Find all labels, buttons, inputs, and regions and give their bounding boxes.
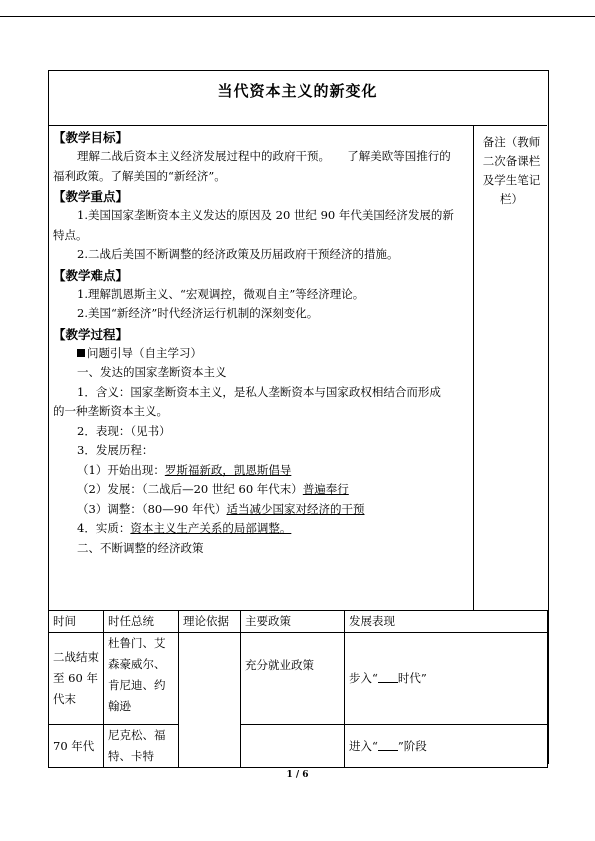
cell-time: 70 年代 — [49, 725, 104, 768]
perf-prefix: 进入“ — [349, 738, 378, 753]
cell-policy — [241, 725, 345, 768]
goals-heading: 【教学目标】 — [53, 130, 129, 145]
history-item-2-label: （2）发展：（二战后—20 世纪 60 年代末） — [77, 482, 303, 496]
history-item-2 — [53, 480, 469, 500]
table-row — [49, 725, 548, 768]
definition-line-1: 1．含义：国家垄断资本主义，是私人垄断资本与国家政权相结合而形成 — [77, 384, 441, 399]
essence-line — [53, 519, 469, 539]
history-item-1-label: （1）开始出现： — [77, 462, 165, 477]
header-president: 时任总统 — [104, 611, 179, 633]
cell-performance — [345, 633, 548, 725]
cell-theory — [179, 633, 241, 768]
square-bullet-icon — [77, 349, 85, 357]
header-rule — [0, 16, 595, 17]
difficulties-heading: 【教学难点】 — [53, 267, 129, 283]
history-item-1 — [53, 461, 469, 481]
perf-suffix: 时代” — [397, 671, 427, 685]
definition-line-2: 的一种垄断资本主义。 — [53, 404, 168, 418]
notes-column-label: 备注（教师二次备课栏及学生笔记栏） — [482, 135, 541, 206]
essence-label: 4．实质： — [77, 521, 131, 535]
cell-policy: 充分就业政策 — [241, 633, 345, 725]
process-heading: 【教学过程】 — [53, 326, 129, 342]
key-points-heading: 【教学重点】 — [53, 189, 129, 204]
header-time: 时间 — [49, 611, 104, 633]
cell-performance — [345, 725, 548, 768]
table-row — [49, 633, 548, 725]
cell-time: 二战结束至 60 年代末 — [49, 633, 104, 725]
essence-value: 资本主义生产关系的局部调整。 — [130, 521, 292, 535]
key-point-2: 2.二战后美国不断调整的经济政策及历届政府干预经济的措施。 — [77, 247, 399, 261]
key-point-1-cont: 特点。 — [53, 227, 88, 242]
part-two-heading: 二、不断调整的经济政策 — [77, 540, 204, 555]
perf-prefix: 步入“ — [349, 671, 378, 685]
history-item-3-value: 适当减少国家对经济的干预 — [226, 501, 365, 516]
perf-suffix: ”阶段 — [397, 738, 427, 753]
goals-text-2: 福利政策。了解美国的“新经济”。 — [53, 168, 226, 183]
cell-presidents: 尼克松、福特、卡特 — [104, 725, 179, 768]
title-row — [48, 70, 547, 126]
performance-line: 2．表现：（见书） — [77, 423, 171, 438]
notes-column — [473, 125, 547, 610]
header-performance: 发展表现 — [345, 611, 548, 633]
header-theory: 理论依据 — [179, 611, 241, 633]
guide-line — [53, 344, 469, 364]
guide-text: 问题引导（自主学习） — [87, 345, 202, 360]
key-point-1: 1.美国国家垄断资本主义发达的原因及 20 世纪 90 年代美国经济发展的新 — [77, 208, 454, 222]
header-policy: 主要政策 — [241, 611, 345, 633]
difficulty-1: 1.理解凯恩斯主义、“宏观调控，微观自主”等经济理论。 — [77, 286, 365, 301]
history-item-2-value: 普遍奉行 — [302, 482, 349, 496]
difficulty-2: 2.美国“新经济”时代经济运行机制的深刻变化。 — [77, 306, 319, 320]
cell-presidents: 杜鲁门、艾森豪威尔、肯尼迪、约翰逊 — [104, 633, 179, 725]
table-header-row — [49, 611, 548, 633]
page-number: 1 / 6 — [286, 770, 309, 780]
goals-text-1: 理解二战后资本主义经济发展过程中的政府干预。 了解美欧等国推行的 — [77, 149, 451, 163]
history-line: 3．发展历程： — [77, 443, 154, 457]
part-one-heading: 一、发达的国家垄断资本主义 — [77, 365, 227, 379]
lesson-content — [53, 127, 469, 558]
history-item-1-value: 罗斯福新政，凯恩斯倡导 — [164, 462, 292, 477]
fill-in-blank[interactable] — [378, 670, 398, 683]
policy-table — [48, 610, 548, 768]
fill-in-blank[interactable] — [378, 738, 398, 751]
history-item-3 — [53, 500, 469, 520]
history-item-3-label: （3）调整：（80—90 年代） — [77, 501, 227, 516]
page-title: 当代资本主义的新变化 — [217, 82, 378, 100]
